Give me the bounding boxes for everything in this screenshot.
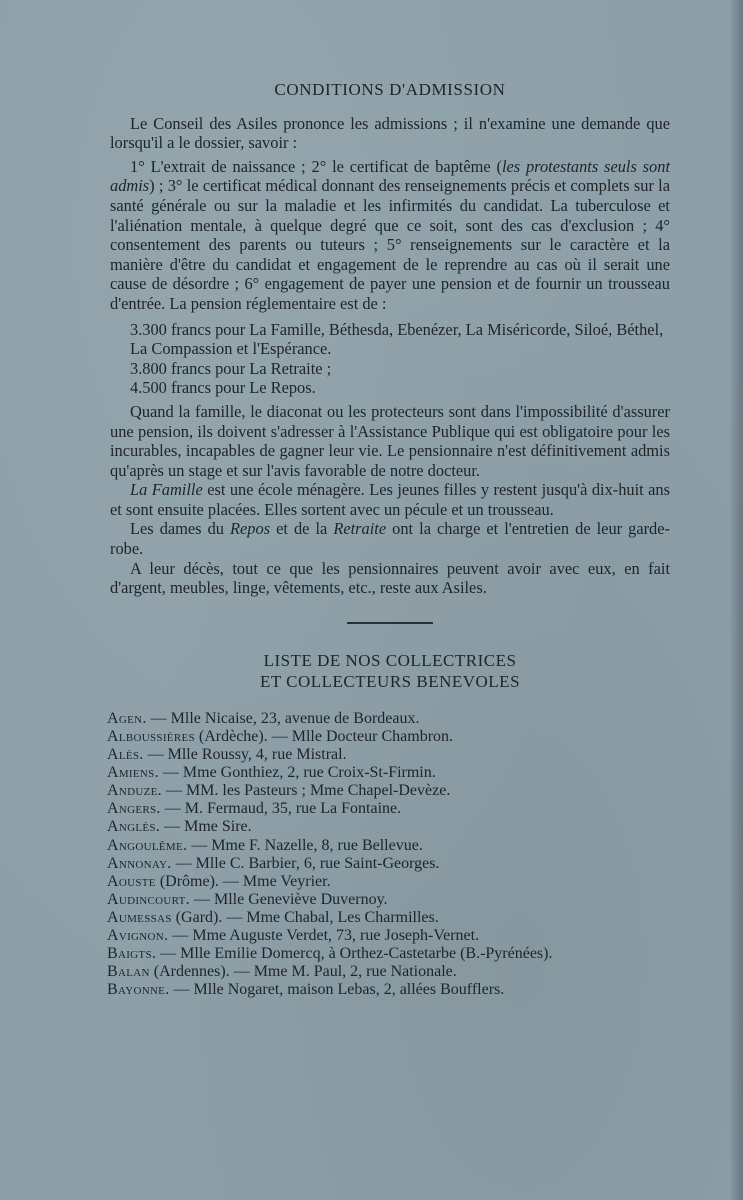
entry-city: Angoulême. <box>107 836 188 854</box>
list-item <box>107 837 667 855</box>
entry-text: — Mme Auguste Verdet, 73, rue Joseph-Vernet. <box>168 926 480 944</box>
entry-city: Agen. <box>107 709 147 727</box>
famille-italic: La Famille <box>130 480 203 500</box>
entry-text: — Mlle Nicaise, 23, avenue de Bordeaux. <box>146 709 420 727</box>
dames-part-c: ont la charge et l'entretien de leur garde-robe. <box>110 519 670 559</box>
requirements-italic: les protestants seuls sont admis <box>110 156 670 196</box>
dames-paragraph <box>110 519 670 558</box>
entry-city: Angers. <box>107 800 161 818</box>
entry-city: Alès. <box>107 746 144 764</box>
entry-text: — Mme F. Nazelle, 8, rue Bellevue. <box>187 836 423 854</box>
pension-prices <box>110 320 670 398</box>
entry-city: Anglès. <box>107 818 161 836</box>
entry-city: Aumessas <box>107 908 172 926</box>
entry-text: — Mlle Emilie Domercq, à Orthez-Castetarbe (B.-Pyrénées). <box>156 945 553 963</box>
entry-city: Annonay. <box>107 854 172 872</box>
entry-city: Bayonne. <box>107 981 170 999</box>
requirements-part-a: 1° L'extrait de naissance ; 2° le certificat de baptême ( <box>130 156 502 176</box>
page-content <box>107 80 671 999</box>
entry-text: (Gard). — Mme Chabal, Les Charmilles. <box>171 908 439 926</box>
collecteurs-list <box>107 710 667 1000</box>
list-item <box>107 981 667 999</box>
collecteurs-title-line-1: LISTE DE NOS COLLECTRICES <box>263 650 517 670</box>
price-line-3: 4.500 francs pour Le Repos. <box>130 378 316 398</box>
entry-text: (Drôme). — Mme Veyrier. <box>155 872 331 890</box>
diaconat-paragraph: Quand la famille, le diaconat ou les protecteurs sont dans l'impossibilité d'assurer une pension, ils doivent s'adresser à l'Assistance Publique qui est obligatoire pour les incurables, incapables de gagner leur vie. Le pensionnaire n'est définitivement admis qu'après un stage et sur l'avis favorable de notre docteur. <box>110 401 670 480</box>
conditions-title: CONDITIONS D'ADMISSION <box>274 80 506 99</box>
entry-city: Balan <box>107 963 150 981</box>
list-item <box>107 873 667 891</box>
list-item <box>107 728 667 746</box>
price-line-2: 3.800 francs pour La Retraite ; <box>130 358 332 378</box>
collecteurs-title-line-2: ET COLLECTEURS BENEVOLES <box>259 671 521 691</box>
dames-retraite: Retraite <box>333 519 387 539</box>
entry-city: Audincourt. <box>107 890 190 908</box>
famille-paragraph <box>110 480 670 519</box>
entry-text: — MM. les Pasteurs ; Mme Chapel-Devèze. <box>161 782 451 800</box>
dames-part-a: Les dames du <box>130 519 231 539</box>
entry-city: Avignon. <box>107 926 169 944</box>
list-item <box>107 800 667 818</box>
entry-city: Baigts. <box>107 945 157 963</box>
conditions-intro: Le Conseil des Asiles prononce les admissions ; il n'examine une demande que lorsqu'il a le dossier, savoir : <box>110 113 670 153</box>
entry-text: — M. Fermaud, 35, rue La Fontaine. <box>160 800 402 818</box>
list-item <box>107 746 667 764</box>
list-item <box>107 909 667 927</box>
list-item <box>107 818 667 836</box>
entry-city: Alboussières <box>107 727 195 745</box>
entry-city: Aouste <box>107 872 156 890</box>
list-item <box>107 963 667 981</box>
collecteurs-title <box>110 650 670 692</box>
section-divider <box>347 622 433 624</box>
entry-text: — Mlle Nogaret, maison Lebas, 2, allées Boufflers. <box>169 981 505 999</box>
conditions-requirements <box>110 157 670 314</box>
page-edge-shadow <box>729 0 743 1200</box>
list-item <box>107 782 667 800</box>
list-item <box>107 891 667 909</box>
entry-text: — Mlle Geneviève Duvernoy. <box>189 890 388 908</box>
entry-text: (Ardennes). — Mme M. Paul, 2, rue Nationale. <box>149 963 457 981</box>
list-item <box>107 927 667 945</box>
entry-text: — Mlle Roussy, 4, rue Mistral. <box>143 746 347 764</box>
famille-text: est une école ménagère. Les jeunes filles y restent jusqu'à dix-huit ans et sont ensuite placées. Elles sortent avec un pécule et un trousseau. <box>110 480 671 519</box>
entry-text: — Mlle C. Barbier, 6, rue Saint-Georges. <box>171 854 440 872</box>
entry-text: — Mme Sire. <box>160 818 252 836</box>
entry-text: — Mme Gonthiez, 2, rue Croix-St-Firmin. <box>158 764 436 782</box>
deces-paragraph: A leur décès, tout ce que les pensionnaires peuvent avoir avec eux, en fait d'argent, meubles, linge, vêtements, etc., reste aux Asiles. <box>110 558 670 598</box>
list-item <box>107 710 667 728</box>
list-item <box>107 764 667 782</box>
entry-city: Anduze. <box>107 782 162 800</box>
price-line-1: 3.300 francs pour La Famille, Béthesda, Ebenézer, La Miséricorde, Siloé, Béthel, La Compassion et l'Espérance. <box>130 319 664 359</box>
requirements-part-b: ) ; 3° le certificat médical donnant des renseignements précis et complets sur la santé générale ou sur la maladie et les infirmités du candidat. La tuberculose et l'aliénation mentale, à quelque degré que ce soit, sont des cas d'exclusion ; 4° consentement des parents ou tuteurs ; 5° renseignements sur le caractère et la manière d'être du candidat et engagement de le reprendre au cas où il serait une cause de désordre ; 6° engagement de payer une pension et de fournir un trousseau d'entrée. La pension réglementaire est de : <box>110 176 670 313</box>
list-item <box>107 945 667 963</box>
entry-text: (Ardèche). — Mlle Docteur Chambron. <box>194 727 454 745</box>
list-item <box>107 855 667 873</box>
dames-part-b: et de la <box>270 519 334 539</box>
entry-city: Amiens. <box>107 764 159 782</box>
dames-repos: Repos <box>230 519 271 539</box>
